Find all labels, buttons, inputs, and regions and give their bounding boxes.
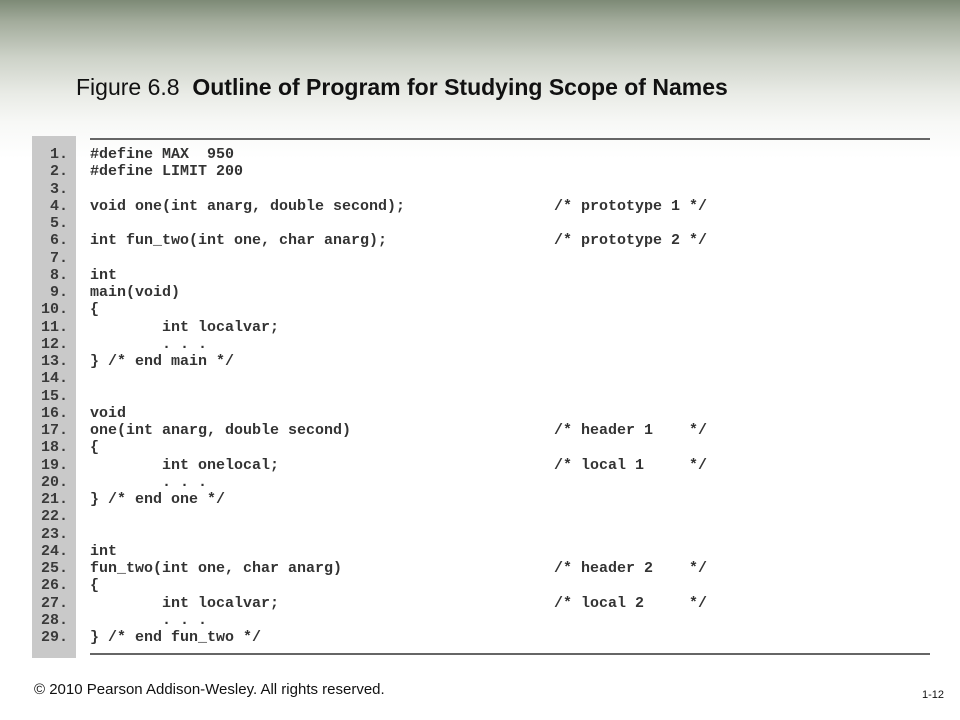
code-text: { <box>90 577 100 595</box>
code-line <box>32 577 930 594</box>
line-number: 11. <box>40 318 68 336</box>
code-line <box>32 215 930 232</box>
code-text: main(void) <box>90 284 181 301</box>
code-line <box>32 198 930 215</box>
line-number: 5. <box>49 215 68 232</box>
code-line <box>32 629 930 646</box>
line-number: 19. <box>40 456 68 474</box>
code-text: } /* end main */ <box>90 353 235 370</box>
code-line <box>32 543 930 560</box>
code-line <box>32 508 930 525</box>
slide-title <box>76 74 728 101</box>
code-text: . . . <box>90 473 208 491</box>
code-line <box>32 353 930 370</box>
line-number: 7. <box>49 249 68 267</box>
code-line <box>32 301 930 318</box>
top-rule <box>90 138 930 140</box>
code-text: fun_two(int one, char anarg) <box>90 560 343 577</box>
code-line <box>32 560 930 577</box>
code-line <box>32 595 930 612</box>
line-number: 3. <box>49 180 68 198</box>
line-number: 8. <box>49 266 68 284</box>
code-text: } /* end one */ <box>90 491 226 508</box>
code-line <box>32 474 930 491</box>
code-text: { <box>90 439 100 457</box>
code-text: int <box>90 266 118 284</box>
line-number: 29. <box>40 629 68 646</box>
code-comment: /* local 2 */ <box>554 594 708 612</box>
code-comment: /* prototype 1 */ <box>554 197 708 215</box>
line-number: 2. <box>49 163 68 181</box>
code-text: int fun_two(int one, char anarg); <box>90 232 388 250</box>
line-number: 10. <box>40 301 68 319</box>
code-line <box>32 146 930 163</box>
line-number: 14. <box>40 370 68 388</box>
line-number: 23. <box>40 525 68 543</box>
code-text: int onelocal; <box>90 456 280 474</box>
code-line <box>32 319 930 336</box>
code-comment: /* prototype 2 */ <box>554 232 708 250</box>
code-line <box>32 388 930 405</box>
bottom-rule <box>90 653 930 655</box>
code-line <box>32 267 930 284</box>
line-number: 13. <box>40 353 68 370</box>
code-text: void one(int anarg, double second); <box>90 197 406 215</box>
line-number: 9. <box>49 284 68 301</box>
code-text: #define MAX 950 <box>90 146 235 163</box>
code-line <box>32 336 930 353</box>
code-text: . . . <box>90 335 208 353</box>
figure-label: Figure 6.8 <box>76 74 180 100</box>
code-text: } /* end fun_two */ <box>90 629 262 646</box>
page-number: 1-12 <box>921 689 944 701</box>
code-line <box>32 163 930 180</box>
code-text: int localvar; <box>90 318 280 336</box>
code-comment: /* header 1 */ <box>554 422 708 439</box>
code-line <box>32 457 930 474</box>
code-line <box>32 526 930 543</box>
code-line <box>32 612 930 629</box>
line-number: 20. <box>40 473 68 491</box>
code-line <box>32 250 930 267</box>
code-line <box>32 491 930 508</box>
line-number: 16. <box>40 404 68 422</box>
line-number: 6. <box>49 232 68 250</box>
code-comment: /* header 2 */ <box>554 560 708 577</box>
code-text: #define LIMIT 200 <box>90 163 244 181</box>
line-number: 17. <box>40 422 68 439</box>
line-number: 26. <box>40 577 68 595</box>
code-text: int <box>90 542 118 560</box>
code-line <box>32 284 930 301</box>
line-number: 21. <box>40 491 68 508</box>
code-text: . . . <box>90 611 208 629</box>
copyright-notice: © 2010 Pearson Addison-Wesley. All rights reserved. <box>34 681 385 698</box>
code-text: { <box>90 301 100 319</box>
code-line <box>32 439 930 456</box>
line-number: 12. <box>40 335 68 353</box>
line-number: 27. <box>40 594 68 612</box>
code-listing <box>32 136 930 658</box>
line-number: 24. <box>40 542 68 560</box>
line-number: 28. <box>40 611 68 629</box>
code-comment: /* local 1 */ <box>554 456 708 474</box>
line-number: 22. <box>40 508 68 526</box>
line-number: 4. <box>49 197 68 215</box>
code-line <box>32 232 930 249</box>
code-text: one(int anarg, double second) <box>90 422 352 439</box>
line-number: 18. <box>40 439 68 457</box>
figure-caption: Outline of Program for Studying Scope of Names <box>192 74 728 100</box>
line-number: 1. <box>49 146 68 163</box>
line-number: 25. <box>40 560 68 577</box>
code-line <box>32 181 930 198</box>
code-text: void <box>90 404 127 422</box>
code-line <box>32 405 930 422</box>
code-lines <box>32 146 930 646</box>
code-line <box>32 370 930 387</box>
line-number: 15. <box>40 387 68 405</box>
code-line <box>32 422 930 439</box>
code-text: int localvar; <box>90 594 280 612</box>
